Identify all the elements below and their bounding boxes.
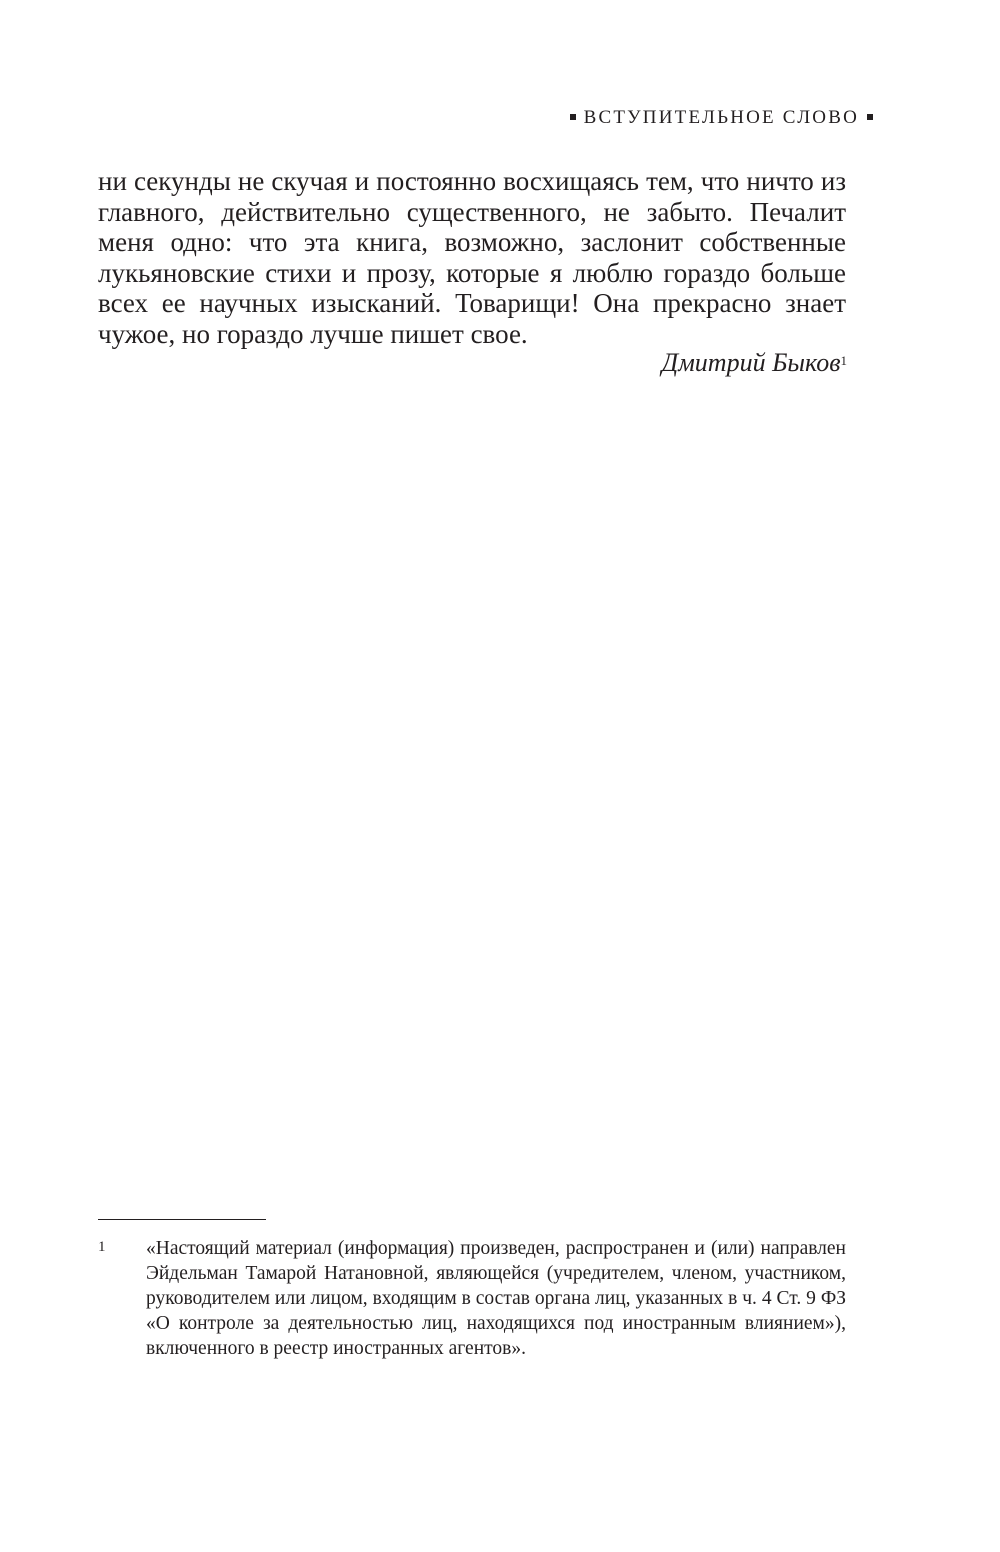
body-paragraph: ни секунды не скучая и постоянно восхищаясь тем, что ничто из главного, действительно существенного, не забыто. Печалит меня одно: что эта книга, возможно, заслонит собственные лукьяновские стихи и прозу, которые я люблю гораздо больше всех ее научных изысканий. Товарищи! Она прекрасно знает чужое, но гораздо лучше пишет свое. bbox=[98, 166, 846, 349]
footnote-number: 1 bbox=[98, 1239, 106, 1255]
signature-author: Дмитрий Быков bbox=[661, 348, 841, 377]
signature bbox=[662, 347, 847, 379]
running-head-title: ВСТУПИТЕЛЬНОЕ СЛОВО bbox=[583, 107, 859, 128]
footnote-divider bbox=[98, 1219, 266, 1220]
footnote-text: «Настоящий материал (информация) произведен, распространен и (или) направлен Эйдельман Тамарой Натановной, являющейся (учредителем, членом, участником, руководителем или лицом, входящим в состав органа лиц, указанных в ч. 4 Ст. 9 ФЗ «О контроле за деятельностью лиц, находящихся под иностранным влиянием»), включенного в реестр иностранных агентов». bbox=[146, 1238, 846, 1359]
bullet-square-icon bbox=[867, 114, 873, 120]
running-head bbox=[570, 104, 873, 132]
footnote-reference[interactable]: 1 bbox=[840, 353, 847, 368]
bullet-square-icon bbox=[570, 114, 576, 120]
footnote bbox=[98, 1236, 846, 1361]
